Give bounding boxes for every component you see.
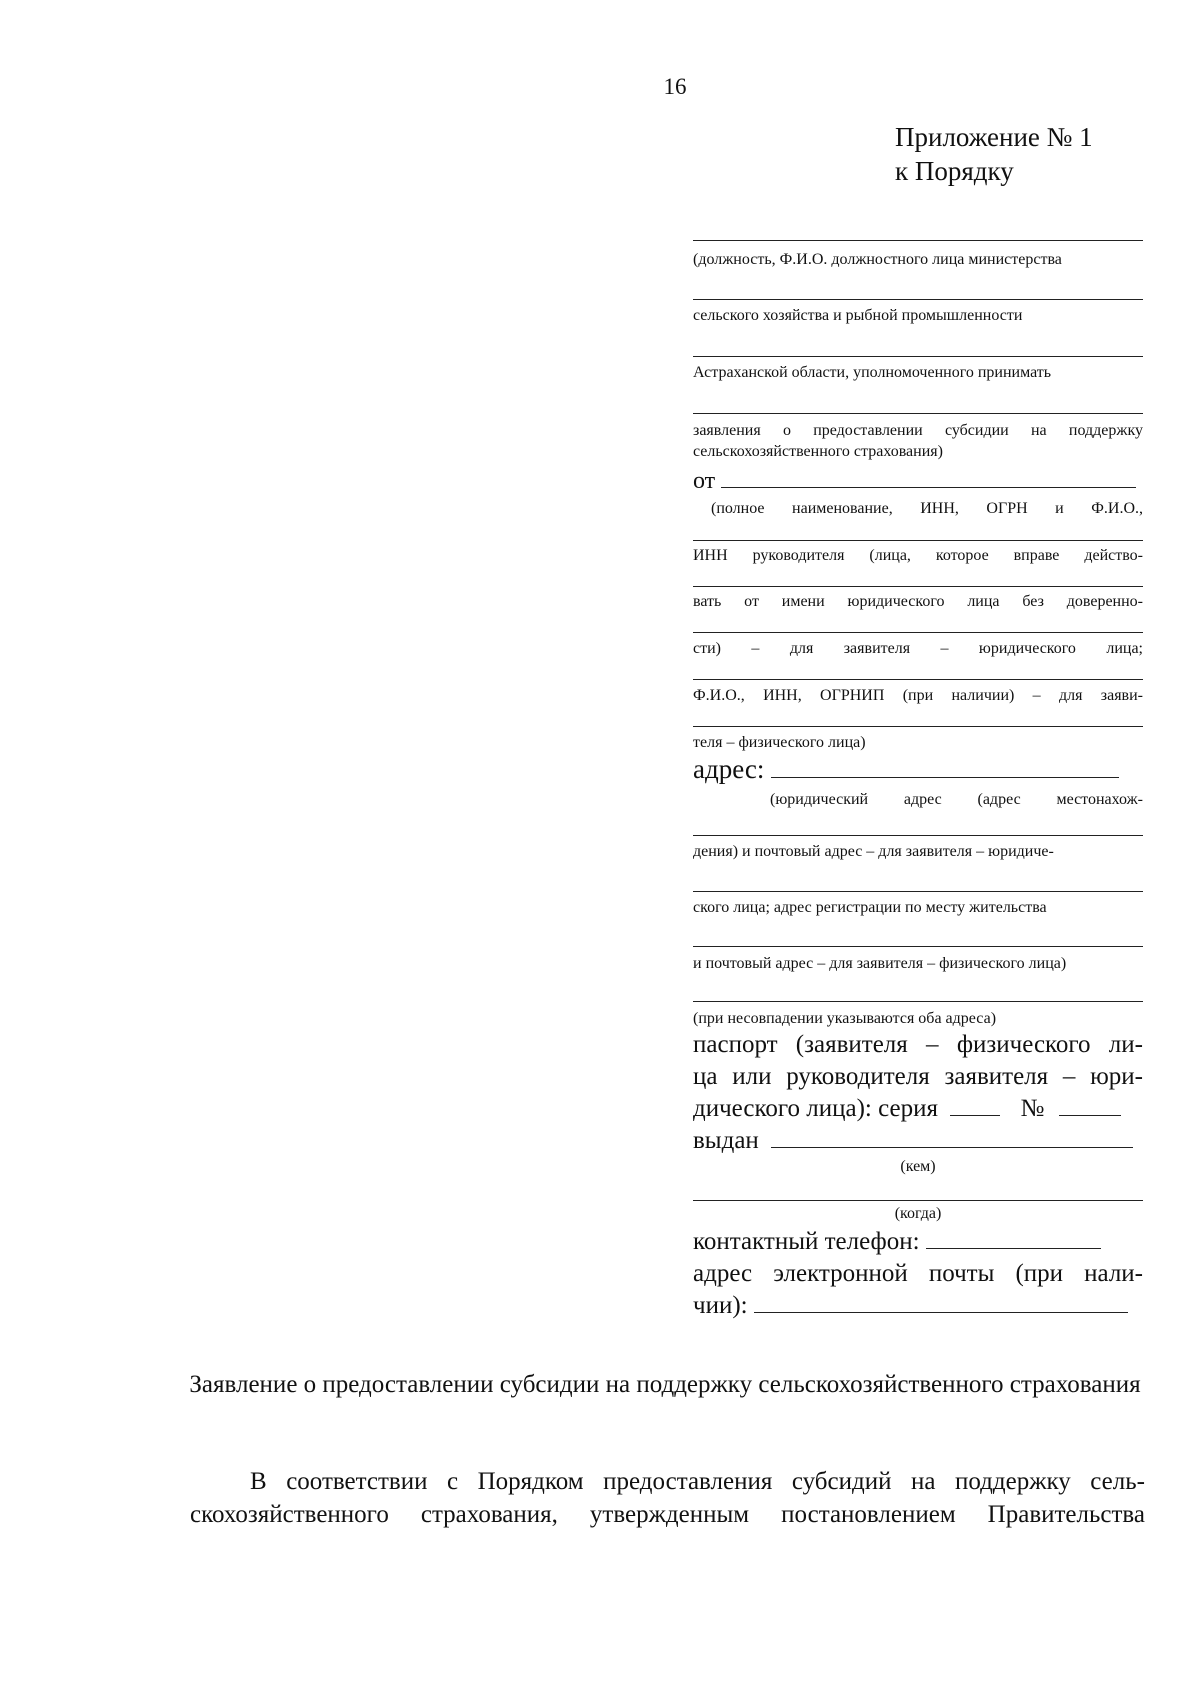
from-hint-4: сти) – для заявителя – юридического лица; xyxy=(693,640,1143,657)
address-row xyxy=(693,754,1143,785)
passport-issued-by-hint: (кем) xyxy=(900,1158,936,1175)
document-title: Заявление о предоставлении субсидии на поддержку сельскохозяйственного страхования xyxy=(189,1371,1141,1398)
address-hint-4: и почтовый адрес – для заявителя – физического лица) xyxy=(693,955,1067,972)
email-label: чии): xyxy=(693,1292,748,1319)
from-label: от xyxy=(693,468,716,494)
passport-line-2: ца или руководителя заявителя – юри- xyxy=(693,1063,1143,1090)
addressee-hint-2: сельского хозяйства и рыбной промышленности xyxy=(693,307,1023,324)
passport-issued-label: выдан xyxy=(693,1127,759,1154)
addressee-hint-1: (должность, Ф.И.О. должностного лица министерства xyxy=(693,251,1062,268)
passport-line-1: паспорт (заявителя – физического ли- xyxy=(693,1031,1143,1058)
address-label: адрес: xyxy=(693,754,765,784)
address-hint-3: ского лица; адрес регистрации по месту жительства xyxy=(693,899,1047,916)
passport-number-blank xyxy=(1059,1114,1121,1116)
address-hint-1: (юридический адрес (адрес местонахож- xyxy=(770,791,1143,808)
phone-row xyxy=(693,1226,1143,1258)
email-row xyxy=(693,1290,1143,1322)
from-row xyxy=(693,468,1143,495)
page-number: 16 xyxy=(663,74,687,99)
addressee-hint-5: сельскохозяйственного страхования) xyxy=(693,443,943,460)
passport-issued-blank xyxy=(771,1146,1133,1148)
email-blank xyxy=(754,1311,1128,1313)
appendix-number: Приложение № 1 xyxy=(895,122,1093,152)
body-line-2: скохозяйственного страхования, утвержденным постановлением Правительства xyxy=(190,1501,1145,1528)
from-hint-1: (полное наименование, ИНН, ОГРН и Ф.И.О., xyxy=(711,500,1143,517)
from-blank xyxy=(721,486,1136,488)
passport-number-sign: № xyxy=(1020,1095,1045,1122)
from-hint-6: теля – физического лица) xyxy=(693,734,866,751)
from-hint-5: Ф.И.О., ИНН, ОГРНИП (при наличии) – для заяви- xyxy=(693,687,1143,704)
passport-series-row xyxy=(693,1093,1143,1125)
email-line-1: адрес электронной почты (при нали- xyxy=(693,1260,1143,1287)
address-hint-5: (при несовпадении указываются оба адреса) xyxy=(693,1010,997,1027)
addressee-hint-4: заявления о предоставлении субсидии на поддержку xyxy=(693,422,1143,439)
address-blank xyxy=(771,776,1119,778)
address-hint-2: дения) и почтовый адрес – для заявителя – юридиче- xyxy=(693,843,1054,860)
passport-series-label: дического лица): серия xyxy=(693,1095,938,1122)
appendix-reference: к Порядку xyxy=(895,156,1014,186)
passport-series-blank xyxy=(950,1114,1000,1116)
phone-label: контактный телефон: xyxy=(693,1228,920,1255)
passport-issued-when-hint: (когда) xyxy=(894,1205,942,1222)
phone-blank xyxy=(926,1247,1101,1249)
from-hint-2: ИНН руководителя (лица, которое вправе действо- xyxy=(693,547,1143,564)
from-hint-3: вать от имени юридического лица без доверенно- xyxy=(693,593,1143,610)
body-line-1: В соответствии с Порядком предоставления субсидий на поддержку сель- xyxy=(250,1468,1145,1495)
addressee-hint-3: Астраханской области, уполномоченного принимать xyxy=(693,364,1052,381)
passport-issued-row xyxy=(693,1125,1143,1157)
